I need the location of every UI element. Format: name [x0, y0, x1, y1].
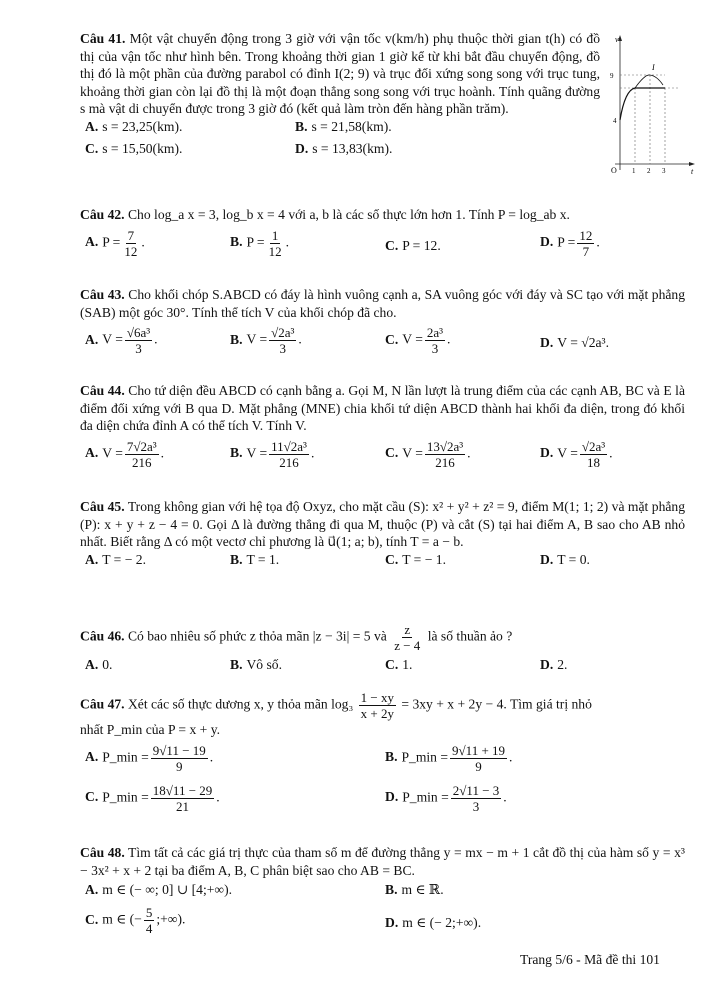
question-44-label: Câu 44.	[80, 383, 125, 398]
graph-origin: O	[611, 166, 617, 175]
graph-tick-3: 3	[662, 167, 666, 175]
option-41-d[interactable]: D. s = 13,83(km).	[295, 140, 393, 156]
velocity-graph	[605, 30, 697, 180]
option-45-c[interactable]: C. T = − 1.	[385, 551, 447, 567]
option-41-c[interactable]: C. s = 15,50(km).	[85, 140, 183, 156]
graph-vertex: I	[652, 63, 655, 72]
option-44-b[interactable]: B. V = $\frac{\text{11√2a³}}{216}$ .	[230, 438, 315, 470]
option-47-c[interactable]: C. P_min = $\frac{18√11 - 29}{21}$ .	[85, 782, 220, 814]
question-44-text	[80, 382, 685, 435]
option-43-c[interactable]: C. V = $\frac{\text{2a³}}{3}$ .	[385, 325, 451, 357]
option-41-a[interactable]: A. s = 23,25(km).	[85, 118, 183, 134]
question-41	[80, 30, 600, 162]
graph-tick-1: 1	[632, 167, 636, 175]
option-46-d[interactable]: D. 2.	[540, 657, 568, 672]
question-45	[80, 498, 685, 573]
question-43-text	[80, 286, 685, 321]
question-43	[80, 286, 685, 359]
question-45-options	[80, 551, 685, 573]
graph-tick-9: 9	[610, 72, 614, 80]
option-46-c[interactable]: C. 1.	[385, 657, 413, 672]
option-43-a[interactable]: A. V = $\frac{\text{√6a³}}{3}$ .	[85, 325, 158, 357]
option-45-d[interactable]: D. T = 0.	[540, 551, 590, 567]
option-46-a[interactable]: A. 0.	[85, 657, 113, 672]
option-42-b[interactable]: B. P = $\frac{1}{12}$ .	[230, 227, 289, 259]
question-48-options-2	[80, 905, 685, 941]
question-47-fraction: $\frac{1 - xy}{x + 2y}$	[360, 690, 394, 721]
question-47-text	[80, 690, 685, 721]
question-43-label: Câu 43.	[80, 287, 125, 302]
question-41-label: Câu 41.	[80, 31, 126, 46]
question-45-body: Trong không gian với hệ tọa độ Oxyz, cho mặt cầu (S): x² + y² + z² = 9, điểm M(1; 1; 2) và mặt phẳng (P): x + y + z − 4 = 0. Gọi Δ là đường thẳng đi qua M, thuộc (P) và cắt (S) tại hai điểm A, B sao cho AB nhỏ nhất. Biết rằng Δ có một vectơ chỉ phương là u⃗(1; a; b), tính T = a − b.	[80, 499, 685, 550]
option-43-d[interactable]: D. V = √2a³.	[540, 335, 610, 351]
question-47-options-2	[80, 783, 685, 819]
option-41-b[interactable]: B. s = 21,58(km).	[295, 118, 392, 134]
question-48-body: Tìm tất cả các giá trị thực của tham số m để đường thẳng y = mx − m + 1 cắt đồ thị của hàm số y = x³ − 3x² + x + 2 tại ba điểm A, B, C phân biệt sao cho AB = BC.	[80, 845, 685, 878]
graph-tick-2: 2	[647, 167, 651, 175]
option-48-c[interactable]: C. m ∈ (− $\frac{5}{4}$ ;+∞).	[85, 905, 186, 937]
question-42-body: Cho log_a x = 3, log_b x = 4 với a, b là các số thực lớn hơn 1. Tính P = log_ab x.	[127, 207, 570, 222]
question-46-body-end: là số thuần ảo ?	[427, 628, 513, 644]
question-42	[80, 206, 685, 262]
question-48	[80, 844, 685, 941]
option-48-d[interactable]: D. m ∈ (− 2;+∞).	[385, 915, 482, 931]
question-41-options	[80, 118, 600, 140]
option-44-c[interactable]: C. V = $\frac{\text{13√2a³}}{216}$ .	[385, 438, 471, 470]
question-43-options	[80, 325, 685, 359]
option-45-a[interactable]: A. T = − 2.	[85, 551, 147, 567]
question-45-label: Câu 45.	[80, 499, 125, 514]
option-44-a[interactable]: A. V = $\frac{\text{7√2a³}}{216}$ .	[85, 438, 165, 470]
option-47-b[interactable]: B. P_min = $\frac{9√11 + 19}{9}$ .	[385, 742, 513, 774]
question-45-text	[80, 498, 685, 551]
option-47-a[interactable]: A. P_min = $\frac{9√11 - 19}{9}$ .	[85, 742, 214, 774]
question-47-options	[80, 743, 685, 779]
graph-tick-4: 4	[613, 117, 617, 125]
question-46-label: Câu 46.	[80, 628, 125, 644]
page-footer: Trang 5/6 - Mã đề thi 101	[520, 952, 660, 967]
question-47-line2: nhất P_min của P = x + y.	[80, 722, 221, 737]
question-41-options-2	[80, 140, 600, 162]
question-41-body: Một vật chuyển động trong 3 giờ với vận tốc v(km/h) phụ thuộc thời gian t(h) có đồ thị của vận tốc như hình bên. Trong khoảng thời gian 1 giờ kể từ khi bắt đầu chuyển động, đồ thị đó là một phần của đường parabol có đỉnh I(2; 9) và trục đối xứng song song với trục tung, khoảng thời gian còn lại đồ thị là một đoạn thẳng song song với trục hoành. Tính quãng đường s mà vật di chuyển được trong 3 giờ đó (kết quả làm tròn đến hàng phần trăm).	[80, 31, 600, 117]
question-46-text	[80, 622, 685, 653]
question-44-options	[80, 439, 685, 473]
question-47-label: Câu 47.	[80, 696, 125, 712]
option-48-a[interactable]: A. m ∈ (− ∞; 0] ∪ [4;+∞).	[85, 882, 233, 898]
option-48-b[interactable]: B. m ∈ ℝ.	[385, 882, 444, 898]
option-47-d[interactable]: D. P_min = $\frac{2√11 - 3}{3}$ .	[385, 782, 507, 814]
question-48-text	[80, 844, 685, 879]
question-46-options	[80, 656, 685, 678]
question-48-label: Câu 48.	[80, 845, 125, 860]
question-46-fraction: $\frac{z}{z - 4}$	[394, 622, 421, 653]
question-42-label: Câu 42.	[80, 207, 125, 222]
question-47-body: Xét các số thực dương x, y thỏa mãn log₃	[127, 696, 354, 712]
question-42-text	[80, 206, 685, 224]
graph-x-label: t	[691, 167, 694, 176]
question-46-body: Có bao nhiêu số phức z thỏa mãn |z − 3i| = 5 và	[127, 628, 387, 644]
graph-y-label: v	[615, 35, 619, 44]
question-41-text	[80, 30, 600, 118]
option-42-c[interactable]: C. P = 12.	[385, 237, 441, 253]
option-45-b[interactable]: B. T = 1.	[230, 551, 280, 567]
question-47	[80, 690, 685, 819]
question-47-body-end: = 3xy + x + 2y − 4. Tìm giá trị nhỏ	[401, 696, 592, 712]
question-46	[80, 622, 685, 678]
question-44-body: Cho tứ diện đều ABCD có cạnh bằng a. Gọi M, N lần lượt là trung điểm của các cạnh AB, BC và E là điểm đối xứng với B qua D. Mặt phẳng (MNE) chia khối tứ diện ABCD thành hai khối đa diện, trong đó khối đa diện chứa đỉnh A có thể tích V. Tính V.	[80, 383, 685, 434]
question-43-body: Cho khối chóp S.ABCD có đáy là hình vuông cạnh a, SA vuông góc với đáy và SC tạo với mặt phẳng (SAB) một góc 30°. Tính thể tích V của khối chóp đã cho.	[80, 287, 685, 320]
option-42-d[interactable]: D. P = $\frac{12}{7}$ .	[540, 227, 600, 259]
option-46-b[interactable]: B. Vô số.	[230, 657, 282, 672]
question-42-options	[80, 228, 685, 262]
question-44	[80, 382, 685, 473]
question-48-options	[80, 881, 685, 903]
option-44-d[interactable]: D. V = $\frac{\text{√2a³}}{18}$ .	[540, 438, 613, 470]
option-43-b[interactable]: B. V = $\frac{\text{√2a³}}{3}$ .	[230, 325, 302, 357]
option-42-a[interactable]: A. P = $\frac{7}{12}$ .	[85, 227, 145, 259]
